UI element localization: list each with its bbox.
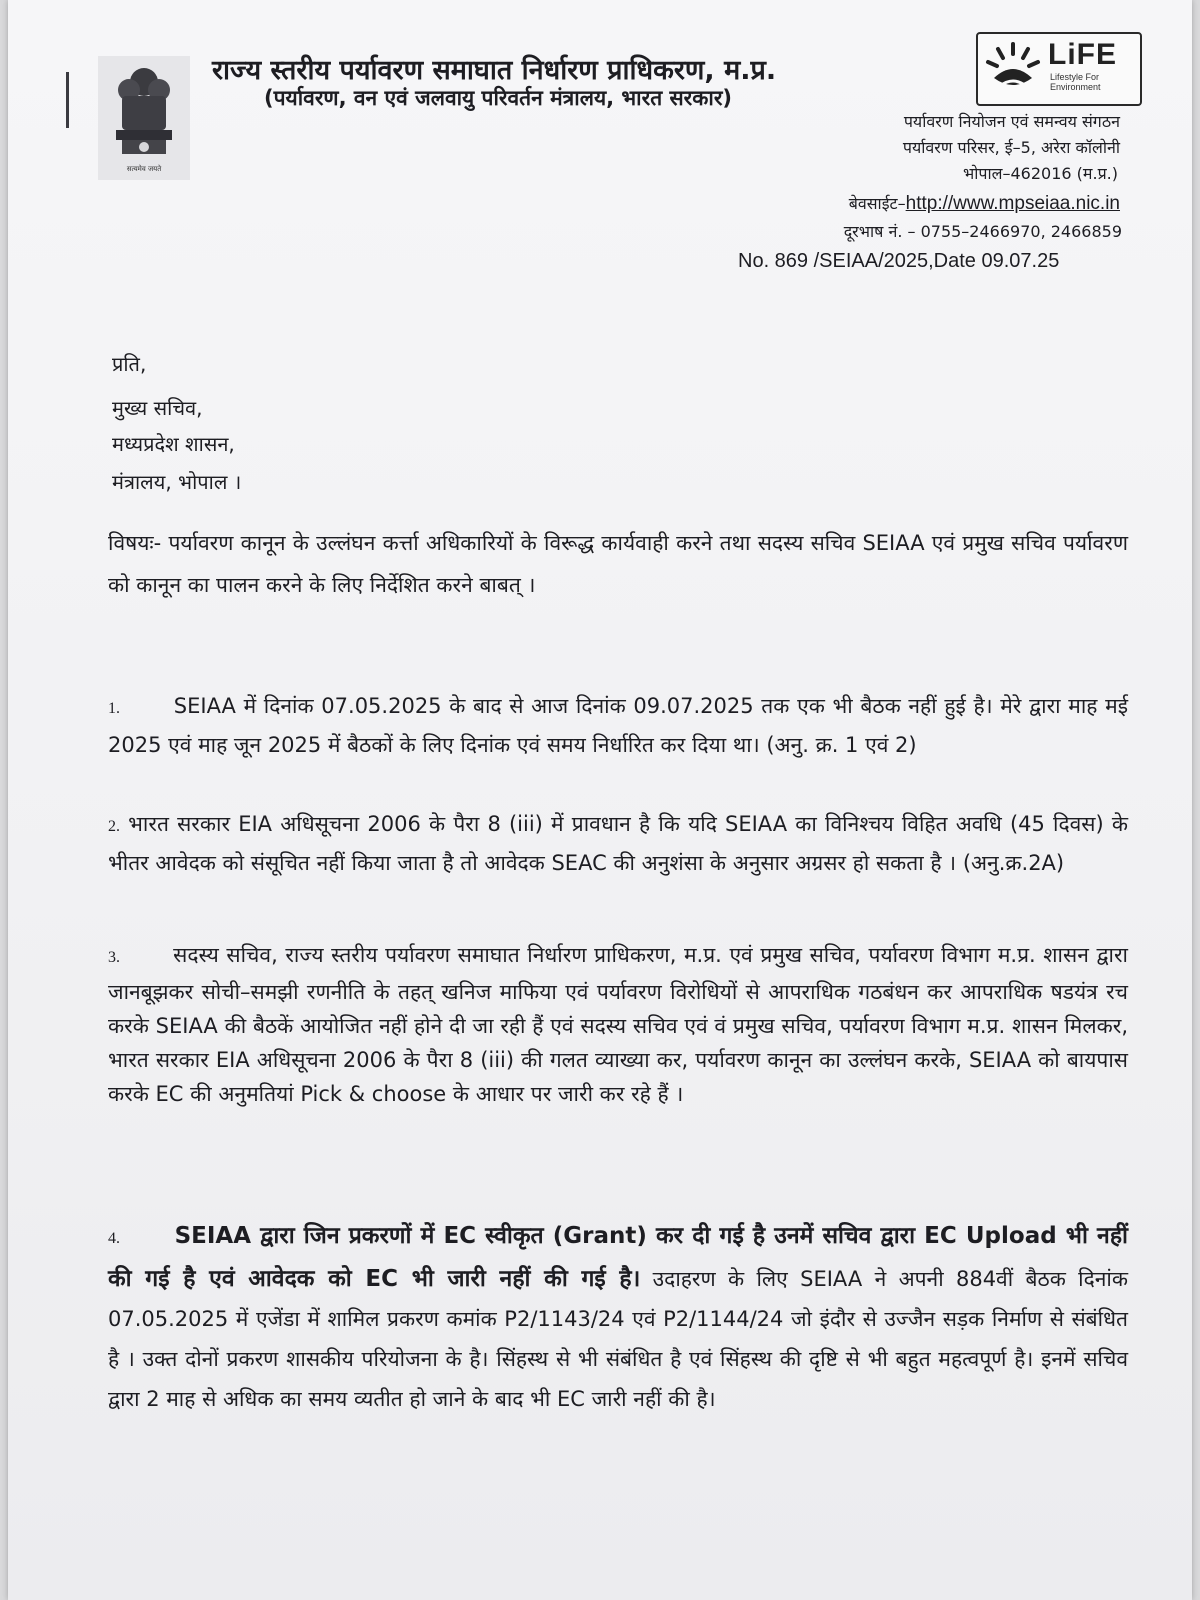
paragraph-1-number: 1.: [108, 700, 120, 717]
website-line: [849, 192, 1120, 215]
emblem-caption: सत्यमेव जयते: [126, 165, 162, 173]
to-line-2: मुख्य सचिव,: [112, 396, 203, 420]
paragraph-3-text: सदस्य सचिव, राज्य स्तरीय पर्यावरण समाघात निर्धारण प्राधिकरण, म.प्र. एवं प्रमुख सचिव, पर्यावरण विभाग म.प्र. शासन द्वारा जानबूझकर सोची–समझी रणनीति के तहत् खनिज माफिया एवं पर्यावरण विरोधियों से आपराधिक गठबंधन कर आपराधिक षडयंत्र रच करके SEIAA की बैठकें आयोजित नहीं होने दी जा रही हैं एवं सदस्य सचिव एवं वं प्रमुख सचिव, पर्यावरण विभाग म.प्र. शासन मिलकर, भारत सरकार EIA अधिसूचना 2006 के पैरा 8 (iii) की गलत व्याख्या कर, पर्यावरण कानून का उल्लंघन करके, SEIAA को बायपास करके EC की अनुमतियां Pick & choose के आधार पर जारी कर रहे हैं ।: [108, 943, 1128, 1106]
paragraph-4-number: 4.: [108, 1230, 120, 1247]
paragraph-4-text: उदाहरण के लिए SEIAA ने अपनी 884वीं बैठक दिनांक 07.05.2025 में एजेंडा में शामिल प्रकरण कमांक P2/1143/24 एवं P2/1144/24 जो इंदौर से उज्जैन सड़क निर्माण से संबंधित है । उक्त दोनों प्रकरण शासकीय परियोजना के है। सिंहस्थ से भी संबंधित है एवं सिंहस्थ की दृष्टि से भी बहुत महत्वपूर्ण है। इनमें सचिव द्वारा 2 माह से अधिक का समय व्यतीत हो जाने के बाद भी EC जारी नहीं की है।: [108, 1267, 1128, 1411]
org-name: पर्यावरण नियोजन एवं समन्वय संगठन: [903, 112, 1120, 131]
letter-page: [8, 0, 1192, 1600]
life-logo: [976, 32, 1142, 106]
life-tagline-line1: Lifestyle For: [1050, 72, 1100, 82]
to-line-1: प्रति,: [112, 352, 147, 376]
paragraph-3-number: 3.: [108, 949, 120, 966]
reference-number: No. 869 /SEIAA/2025,Date 09.07.25: [738, 250, 1060, 272]
sun-leaf-icon: [980, 36, 1046, 102]
paragraph-2-number: 2.: [108, 818, 120, 835]
life-wordmark: LiFE: [1048, 38, 1117, 71]
to-line-3: मध्यप्रदेश शासन,: [112, 432, 235, 456]
address-line1: पर्यावरण परिसर, ई–5, अरेरा कॉलोनी: [902, 138, 1120, 157]
state-emblem-icon: [98, 56, 190, 180]
life-tagline: [1050, 72, 1101, 92]
paragraph-1-text: SEIAA में दिनांक 07.05.2025 के बाद से आज दिनांक 09.07.2025 तक एक भी बैठक नहीं हुई है। मेरे द्वारा माह मई 2025 एवं माह जून 2025 में बैठकों के लिए दिनांक एवं समय निर्धारित कर दिया था। (अनु. क्र. 1 एवं 2): [108, 694, 1128, 757]
paragraph-4-bold-text: SEIAA द्वारा जिन प्रकरणों में EC स्वीकृत (Grant) कर दी गई है उनमें सचिव द्वारा EC Upload भी नहीं की गई है एवं आवेदक को EC भी जारी नहीं की गई है।: [108, 1223, 1128, 1292]
website-link[interactable]: http://www.mpseiaa.nic.in: [905, 193, 1120, 214]
paragraph-2: [108, 806, 1128, 881]
paragraph-2-text: भारत सरकार EIA अधिसूचना 2006 के पैरा 8 (iii) में प्रावधान है कि यदि SEIAA का विनिश्चय विहित अवधि (45 दिवस) के भीतर आवेदक को संसूचित नहीं किया जाता है तो आवेदक SEAC की अनुशंसा के अनुसार अग्रसर हो सकता है । (अनु.क्र.2A): [108, 812, 1128, 875]
header-title: राज्य स्तरीय पर्यावरण समाघात निर्धारण प्राधिकरण, म.प्र.: [212, 55, 777, 86]
life-tagline-line2: Environment: [1050, 82, 1101, 92]
paragraph-3: [108, 938, 1128, 1111]
website-label: बेवसाईट–: [848, 194, 906, 213]
paragraph-4: [108, 1216, 1128, 1419]
header-subtitle: (पर्यावरण, वन एवं जलवायु परिवर्तन मंत्रालय, भारत सरकार): [264, 86, 733, 110]
subject-text: विषयः- पर्यावरण कानून के उल्लंघन कर्त्ता अधिकारियों के विरूद्ध कार्यवाही करने तथा सदस्य सचिव SEIAA एवं प्रमुख सचिव पर्यावरण को कानून का पालन करने के लिए निर्देशित करने बाबत् ।: [108, 531, 1128, 597]
margin-mark: [66, 72, 69, 128]
phone-line: दूरभाष नं. – 0755–2466970, 2466859: [843, 222, 1122, 241]
emblem-graphic: [98, 56, 190, 180]
address-line2: भोपाल–462016 (म.प्र.): [963, 164, 1118, 183]
to-line-4: मंत्रालय, भोपाल ।: [112, 470, 242, 494]
paragraph-1: [108, 688, 1128, 763]
